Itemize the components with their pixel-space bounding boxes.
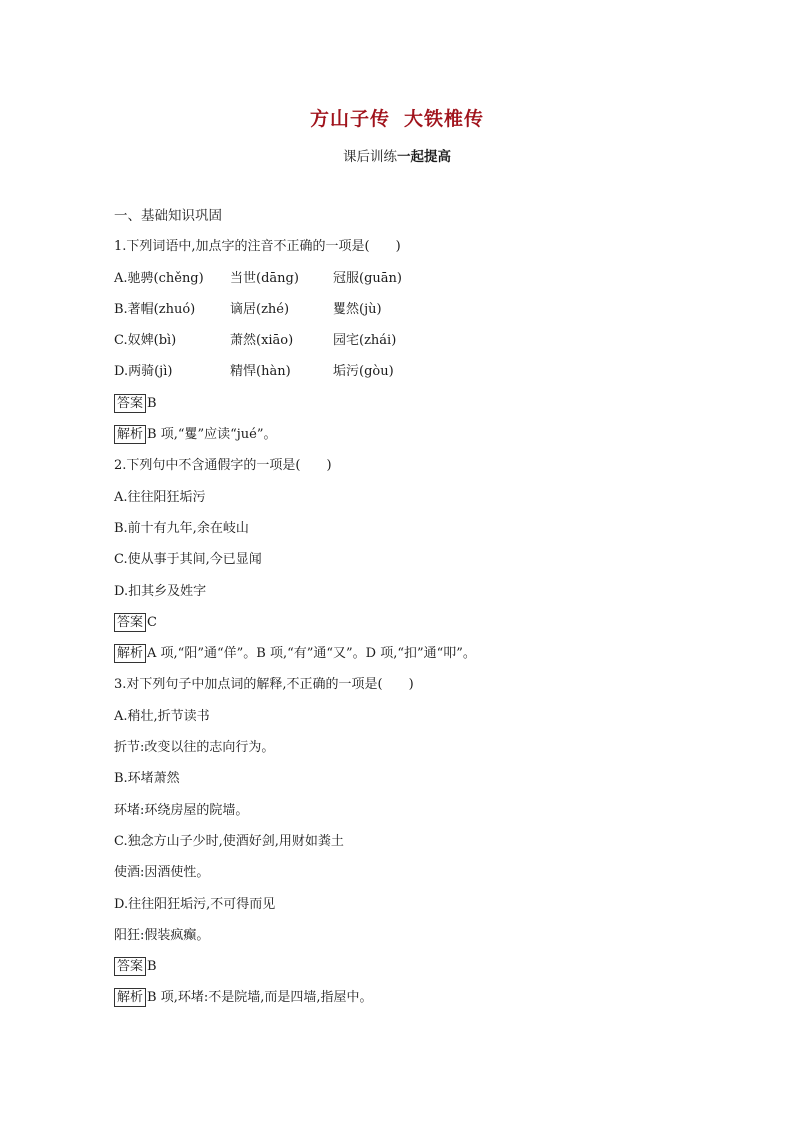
exercise-content bbox=[114, 204, 714, 1018]
question-3-analysis bbox=[114, 986, 714, 1017]
analysis-text: B 项,环堵:不是院墙,而是四墙,指屋中。 bbox=[147, 990, 373, 1006]
answer-tag: 答案 bbox=[114, 394, 146, 413]
question-3-gloss-d: 阳狂:假装疯癫。 bbox=[114, 927, 210, 943]
question-3-stem: 3.对下列句子中加点词的解释,不正确的一项是( ) bbox=[114, 677, 414, 693]
question-3-gloss-a: 折节:改变以往的志向行为。 bbox=[114, 740, 275, 756]
option-cell: C.奴婢(bì) bbox=[114, 333, 177, 349]
question-3-answer bbox=[114, 955, 714, 986]
analysis-text: B 项,“矍”应读“jué”。 bbox=[147, 427, 277, 443]
question-2-option-c: C.使从事于其间,今已显闻 bbox=[114, 552, 262, 568]
option-cell: 萧然(xiāo) bbox=[230, 333, 294, 349]
question-1-option-a bbox=[114, 267, 714, 298]
option-cell: A.驰骋(chěng) bbox=[114, 270, 204, 286]
option-cell: B.著帽(zhuó) bbox=[114, 301, 196, 317]
option-cell: 精悍(hàn) bbox=[230, 364, 291, 380]
answer-tag: 答案 bbox=[114, 613, 146, 632]
question-3-option-b: B.环堵萧然 bbox=[114, 771, 180, 787]
question-1-option-c bbox=[114, 329, 714, 360]
question-1-option-b bbox=[114, 298, 714, 329]
question-2-option-d: D.扣其乡及姓字 bbox=[114, 583, 207, 599]
question-1-stem: 1.下列词语中,加点字的注音不正确的一项是( ) bbox=[114, 239, 401, 255]
answer-value: B bbox=[147, 959, 157, 975]
option-cell: 矍然(jù) bbox=[333, 301, 382, 317]
question-2-option-b: B.前十有九年,余在岐山 bbox=[114, 520, 249, 536]
question-3-gloss-b: 环堵:环绕房屋的院墙。 bbox=[114, 802, 249, 818]
page-title bbox=[0, 104, 794, 131]
question-1-answer bbox=[114, 392, 714, 423]
title-part-2: 大铁椎传 bbox=[404, 108, 485, 130]
option-cell: D.两骑(jì) bbox=[114, 364, 173, 380]
analysis-text: A 项,“阳”通“佯”。B 项,“有”通“又”。D 项,“扣”通“叩”。 bbox=[147, 646, 476, 662]
question-1-option-d bbox=[114, 360, 714, 391]
question-2-analysis bbox=[114, 642, 714, 673]
option-cell: 当世(dāng) bbox=[230, 270, 299, 286]
question-3-option-c: C.独念方山子少时,使酒好剑,用财如粪土 bbox=[114, 833, 344, 849]
question-2-option-a: A.往往阳狂垢污 bbox=[114, 489, 206, 505]
question-3-option-d: D.往往阳狂垢污,不可得而见 bbox=[114, 896, 276, 912]
title-part-1: 方山子传 bbox=[309, 108, 390, 130]
question-2-answer bbox=[114, 611, 714, 642]
analysis-tag: 解析 bbox=[114, 425, 146, 444]
subtitle-bold: 一起提高 bbox=[397, 149, 451, 165]
question-1-analysis bbox=[114, 423, 714, 454]
option-cell: 园宅(zhái) bbox=[333, 333, 397, 349]
question-3-option-a: A.稍壮,折节读书 bbox=[114, 708, 210, 724]
answer-tag: 答案 bbox=[114, 957, 146, 976]
answer-value: C bbox=[147, 614, 157, 630]
subtitle-normal: 课后训练 bbox=[343, 149, 397, 165]
question-2-stem: 2.下列句中不含通假字的一项是( ) bbox=[114, 458, 332, 474]
page-subtitle bbox=[0, 145, 794, 165]
question-3-gloss-c: 使酒:因酒使性。 bbox=[114, 865, 210, 881]
option-cell: 谪居(zhé) bbox=[230, 301, 290, 317]
section-heading: 一、基础知识巩固 bbox=[114, 208, 222, 224]
option-cell: 冠服(guān) bbox=[333, 270, 402, 286]
analysis-tag: 解析 bbox=[114, 988, 146, 1007]
option-cell: 垢污(gòu) bbox=[333, 364, 394, 380]
answer-value: B bbox=[147, 395, 157, 411]
analysis-tag: 解析 bbox=[114, 644, 146, 663]
